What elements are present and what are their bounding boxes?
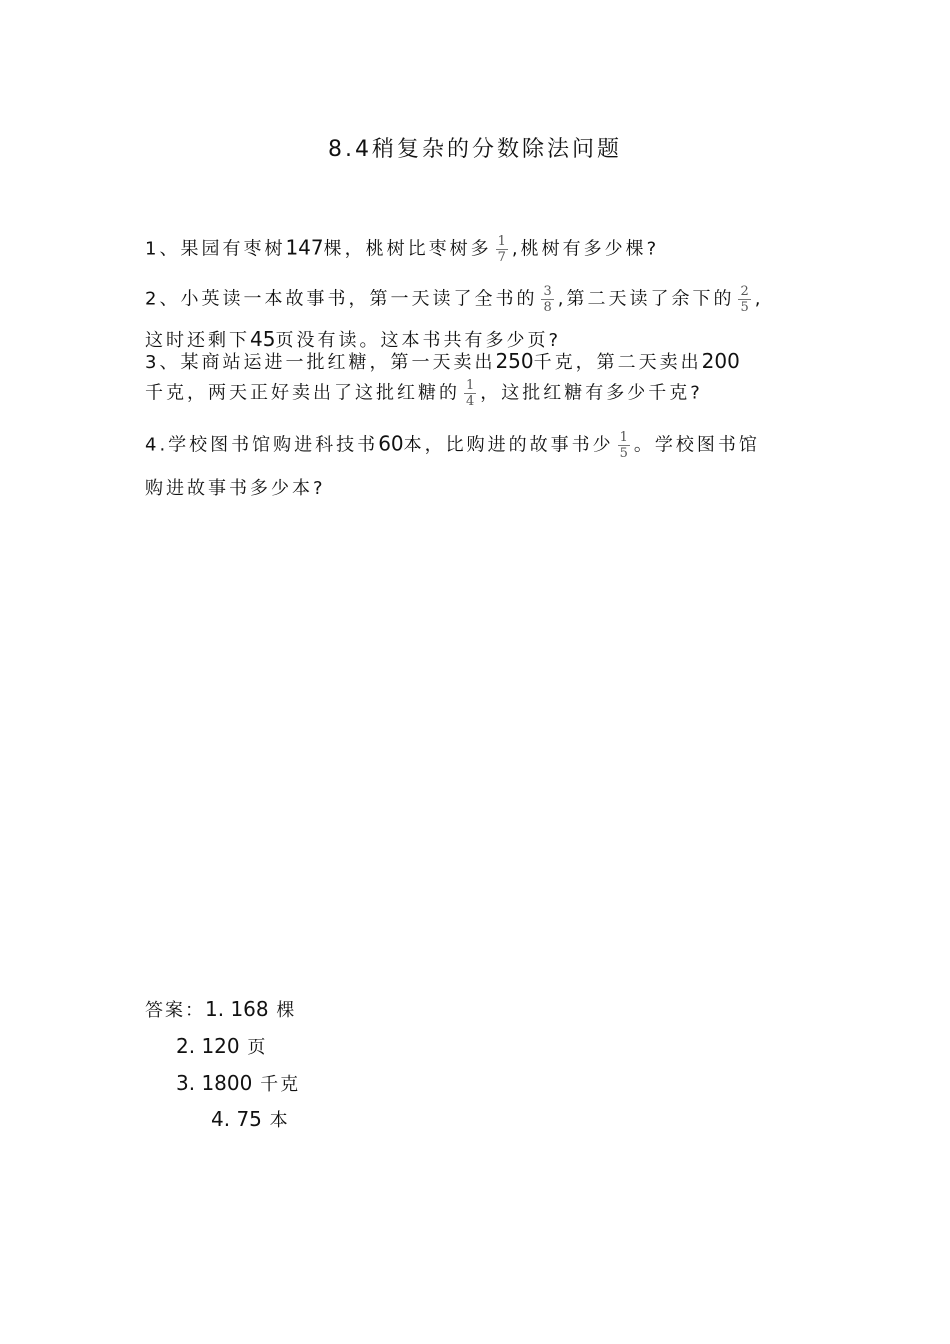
q2-fraction-2-numerator: 2: [740, 284, 749, 299]
answer-3-value: 3. 1800: [176, 1071, 253, 1095]
q3-fraction-denominator: 4: [466, 394, 475, 409]
q1-number: 147: [285, 235, 324, 260]
q3-number-2: 200: [701, 349, 740, 373]
q1-fraction-denominator: 7: [497, 250, 506, 265]
q3-line2-pre: 千克，两天正好卖出了这批红糖的: [145, 382, 460, 404]
answer-3: [176, 1070, 300, 1096]
q3-line2-post: ，这批红糖有多少千克?: [480, 382, 703, 404]
answers-label: 答案：: [145, 1000, 205, 1021]
q2-number: 45: [250, 327, 276, 351]
answer-1-value: 1. 168: [205, 997, 269, 1021]
question-3-line-2: [145, 378, 703, 409]
question-1: [145, 234, 659, 265]
answer-3-unit: 千克: [260, 1074, 301, 1095]
q1-text-post: ,桃树有多少棵?: [511, 238, 660, 260]
q4-number: 60: [378, 431, 404, 456]
question-4-line-2: [145, 474, 326, 500]
q2-fraction-2: [738, 284, 750, 315]
q2-fraction-1-numerator: 3: [543, 284, 552, 299]
answer-4-unit: 本: [269, 1110, 290, 1131]
answer-4-value: 4. 75: [211, 1107, 262, 1131]
answer-1-unit: 棵: [276, 1000, 297, 1021]
q1-text-pre: 1、果园有枣树: [145, 238, 286, 260]
q3-fraction: [464, 378, 476, 409]
q2-line2-pre: 这时还剩下: [145, 330, 250, 351]
answer-2-unit: 页: [247, 1037, 268, 1058]
q2-text-pre: 2、小英读一本故事书，第一天读了全书的: [145, 288, 538, 310]
q3-number-1: 250: [495, 349, 534, 373]
q2-fraction-2-denominator: 5: [740, 300, 749, 315]
q4-text-pre: 4.学校图书馆购进科技书: [145, 434, 379, 456]
q4-fraction-numerator: 1: [619, 430, 628, 445]
q4-line2: 购进故事书多少本?: [145, 478, 326, 499]
q1-fraction-numerator: 1: [497, 234, 506, 249]
answer-2-value: 2. 120: [176, 1034, 240, 1058]
q4-fraction: [618, 430, 630, 461]
q2-line2-post: 页没有读。这本书共有多少页?: [275, 330, 562, 351]
q1-text-mid: 棵，桃树比枣树多: [323, 238, 492, 260]
question-3-line-1: [145, 348, 740, 374]
q3-text-pre: 3、某商站运进一批红糖，第一天卖出: [145, 352, 496, 373]
q4-text-post: 。学校图书馆: [633, 434, 760, 456]
q2-fraction-1-denominator: 8: [543, 300, 552, 315]
q2-text-mid: ,第二天读了余下的: [557, 288, 735, 310]
q3-text-mid: 千克，第二天卖出: [533, 352, 702, 373]
q4-text-mid: 本，比购进的故事书少: [403, 434, 614, 456]
answer-4: [211, 1106, 290, 1132]
q2-fraction-1: [541, 284, 553, 315]
answer-2: [176, 1033, 267, 1059]
q1-fraction: [496, 234, 508, 265]
question-4-line-1: [145, 430, 760, 461]
answer-1: [145, 996, 296, 1022]
q2-text-end: ,: [754, 288, 764, 310]
q4-fraction-denominator: 5: [619, 446, 628, 461]
question-2-line-1: [145, 284, 763, 315]
q3-fraction-numerator: 1: [466, 378, 475, 393]
page-title: 8.4稍复杂的分数除法问题: [328, 137, 622, 162]
